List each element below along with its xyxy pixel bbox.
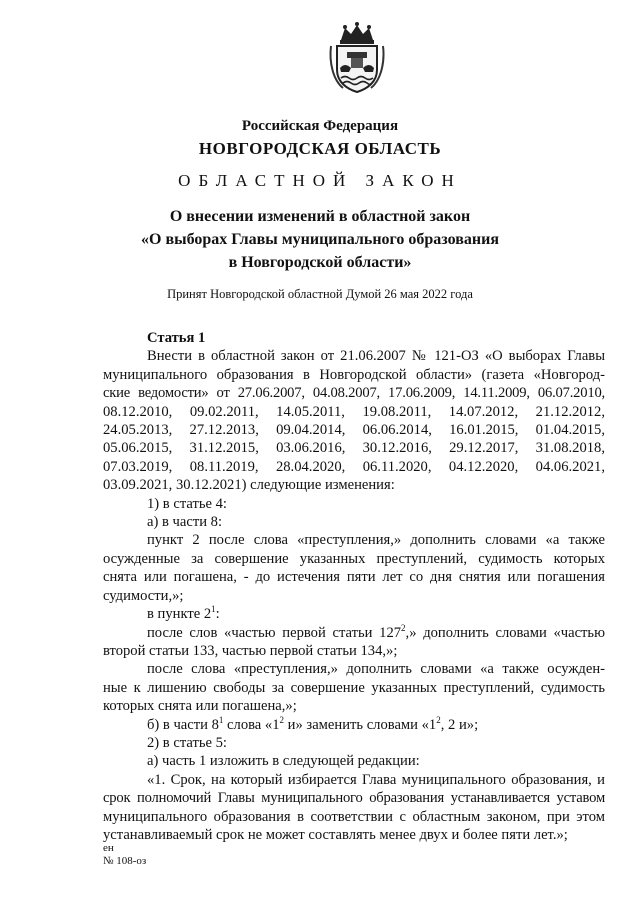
- law-title-line: «О выборах Главы муниципального образования: [141, 231, 499, 248]
- region-name: НОВГОРОДСКАЯ ОБЛАСТЬ: [198, 139, 442, 158]
- amendment-line: снята или погашена, - до истечения пяти лет со дня снятия или погашения: [103, 569, 605, 586]
- superscript: 1: [211, 604, 216, 615]
- quote-line: устанавливаемый срок не может составлять менее двух и более пяти лет.»;: [103, 826, 568, 843]
- intro-line: ские ведомости» от 27.06.2007, 04.08.2007, 17.06.2009, 14.11.2009, 06.07.2010,: [103, 385, 605, 402]
- list-item: [103, 716, 605, 734]
- text-run: б) в части 8: [147, 716, 219, 733]
- text-run: и» заменить словами «1: [284, 716, 437, 733]
- superscript: 1: [218, 714, 224, 725]
- intro-line: 05.06.2015, 31.12.2015, 03.06.2016, 30.12.2016, 29.12.2017, 31.08.2018,: [103, 440, 605, 457]
- list-item: а) в части 8:: [147, 514, 223, 531]
- list-item: 1) в статье 4:: [147, 495, 227, 512]
- law-body: [103, 329, 605, 844]
- law-type: ОБЛАСТНОЙ ЗАКОН: [178, 171, 462, 190]
- text-run: ,» дополнить словами «частью: [405, 624, 605, 641]
- intro-line: 24.05.2013, 27.12.2013, 09.04.2014, 06.06.2014, 16.01.2015, 01.04.2015,: [103, 422, 605, 439]
- amendment-line: [103, 624, 605, 642]
- amendment-line: после слова «преступления,» дополнить словами «а также осужден-: [147, 661, 605, 678]
- adoption-note: Принят Новгородской областной Думой 26 мая 2022 года: [167, 287, 473, 301]
- amendment-line: которых снята или погашена,»;: [103, 698, 297, 715]
- text-run: слова «1: [223, 716, 280, 733]
- intro-line: 03.09.2021, 30.12.2021) следующие изменения:: [103, 477, 395, 494]
- quote-line: муниципального образования в соответствии с областным законом, при этом: [103, 808, 605, 825]
- quote-line: «1. Срок, на который избирается Глава муниципального образования, и: [147, 771, 605, 788]
- amendment-line: ные к лишению свободы за совершение указанных преступлений, судимость: [103, 679, 605, 696]
- quote-line: срок полномочий Главы муниципального образования устанавливается уставом: [103, 790, 605, 807]
- list-item: 2) в статье 5:: [147, 734, 227, 751]
- list-item: а) часть 1 изложить в следующей редакции:: [147, 753, 420, 770]
- article-heading: Статья 1: [147, 330, 206, 346]
- intro-line: муниципального образования в Новгородской области» (газета «Новгород-: [103, 366, 605, 383]
- law-title-line: в Новгородской области»: [228, 254, 412, 271]
- text-run: :: [215, 606, 220, 623]
- intro-line: 08.12.2010, 09.02.2011, 14.05.2011, 19.08.2011, 14.07.2012, 21.12.2012,: [103, 403, 605, 420]
- coat-of-arms-icon: [327, 22, 387, 94]
- superscript: 2: [279, 714, 285, 725]
- text-run: после слов «частью первой статьи 127: [147, 624, 402, 641]
- superscript: 2: [401, 622, 406, 633]
- text-run: в пункте 2: [147, 606, 212, 623]
- federation-name: Российская Федерация: [241, 118, 399, 134]
- amendment-line: второй статьи 133, частью первой статьи 134,»;: [103, 642, 398, 659]
- amendment-line: судимости,»;: [103, 587, 184, 604]
- list-item: [103, 605, 605, 623]
- law-title-line: О внесении изменений в областной закон: [169, 208, 471, 225]
- author-initials: ен: [103, 842, 114, 854]
- law-title: [0, 205, 640, 274]
- amendment-line: пункт 2 после слова «преступления,» дополнить словами «а также: [147, 532, 605, 549]
- text-run: , 2 и»;: [440, 716, 479, 733]
- superscript: 2: [436, 714, 441, 725]
- intro-line: 07.03.2019, 08.11.2019, 28.04.2020, 06.11.2020, 04.12.2020, 04.06.2021,: [103, 458, 605, 475]
- law-number: № 108-оз: [103, 855, 147, 867]
- amendment-line: осужденные за совершение указанных преступлений, судимость которых: [103, 550, 605, 567]
- intro-line: Внести в областной закон от 21.06.2007 № 121-ОЗ «О выборах Главы: [147, 348, 605, 365]
- document-footer: [103, 842, 146, 868]
